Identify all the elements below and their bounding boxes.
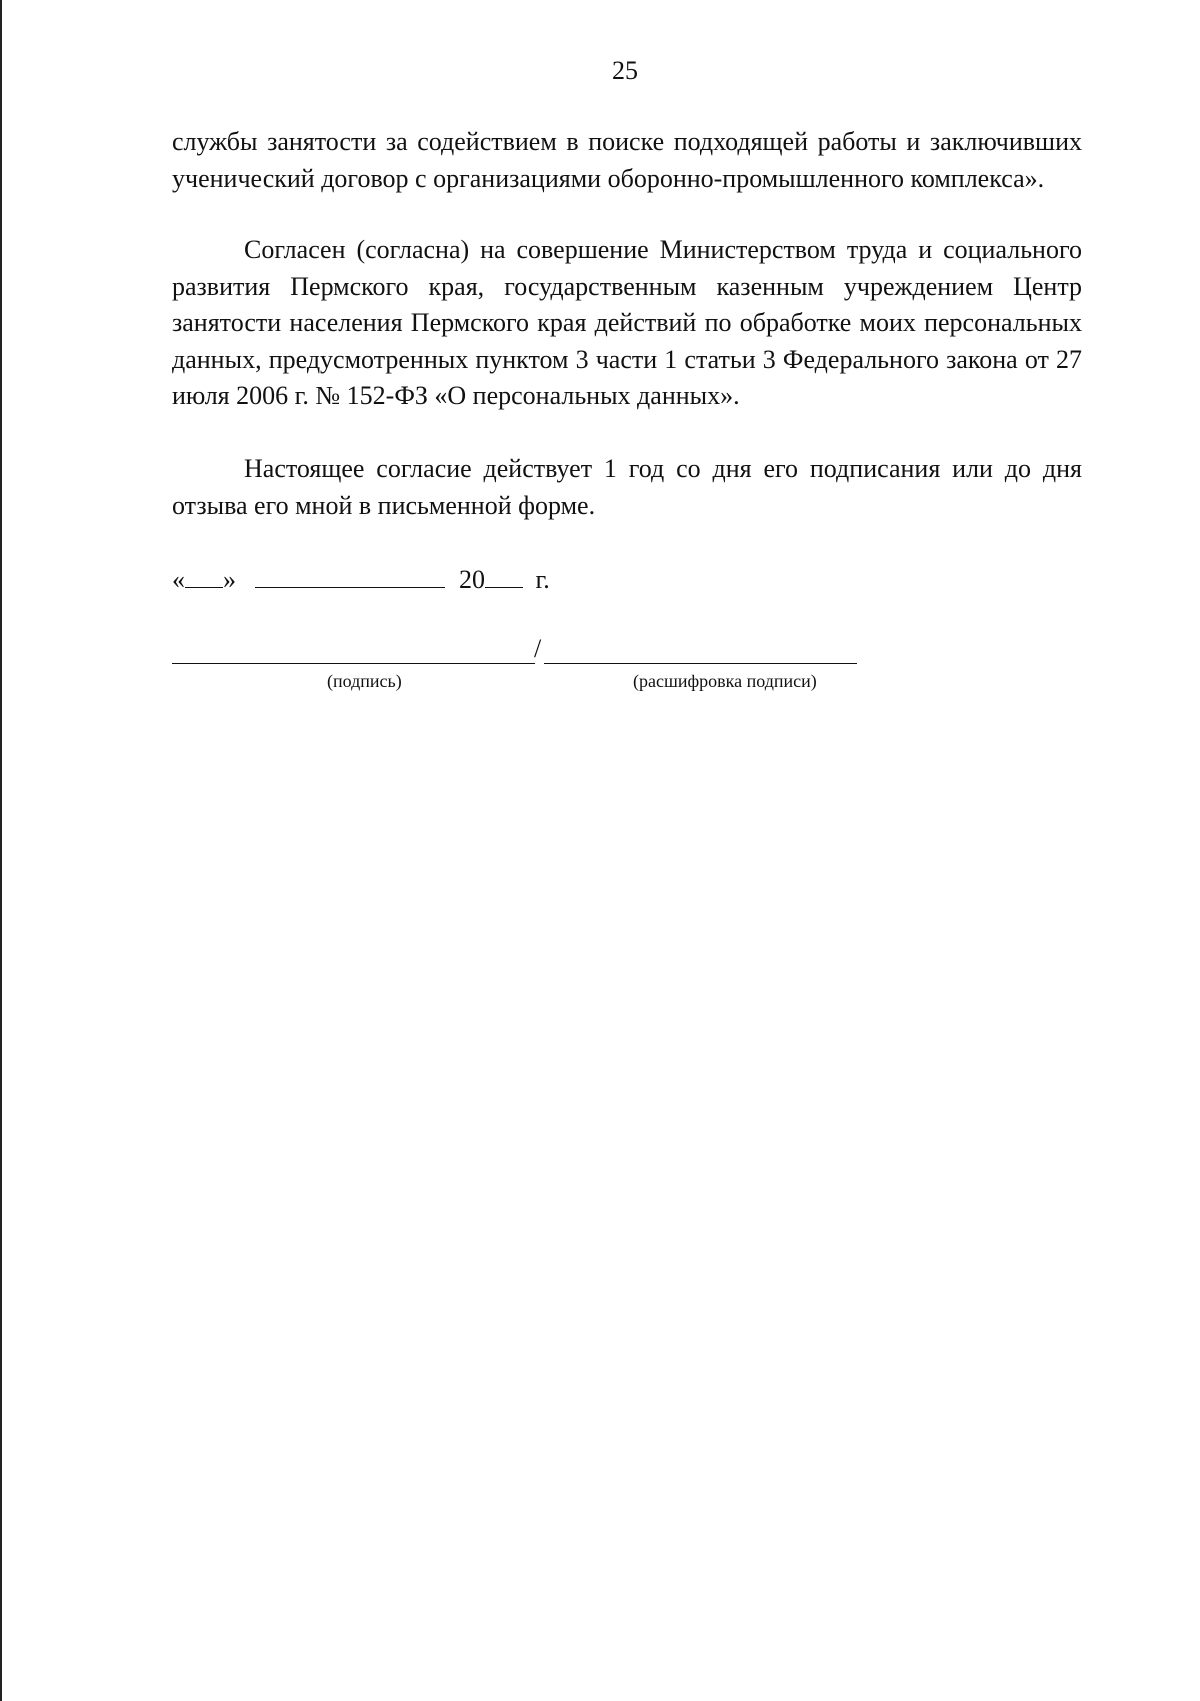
page-number: 25 — [612, 56, 638, 85]
signature-decoding-caption: (расшифровка подписи) — [633, 671, 817, 691]
scan-edge — [0, 0, 2, 1701]
year-blank[interactable] — [485, 563, 523, 588]
signature-decoding-field[interactable] — [544, 663, 857, 664]
signature-field[interactable] — [172, 663, 535, 664]
paragraph-validity — [172, 451, 1082, 524]
paragraph-text: Настоящее согласие действует 1 год со дня его подписания или до дня отзыва его мной в письменной форме. — [172, 454, 1082, 520]
date-close-quote: » — [223, 565, 236, 594]
paragraph-consent — [172, 232, 1082, 415]
year-suffix: г. — [535, 565, 550, 594]
paragraph-text: службы занятости за содействием в поиске подходящей работы и заключивших ученический договор с организациями оборонно-промышленного комплекса». — [172, 127, 1082, 193]
day-blank[interactable] — [185, 563, 223, 588]
date-open-quote: « — [172, 565, 185, 594]
paragraph-continuation — [172, 124, 1082, 197]
month-blank[interactable] — [255, 563, 445, 588]
signature-caption: (подпись) — [327, 671, 402, 691]
paragraph-text: Согласен (согласна) на совершение Министерством труда и социального развития Пермского края, государственным казенным учреждением Центр занятости населения Пермского края действий по обработке моих персональных данных, предусмотренных пунктом 3 части 1 статьи 3 Федерального закона от 27 июля 2006 г. № 152-ФЗ «О персональных данных». — [172, 235, 1082, 410]
signature-separator: / — [534, 634, 542, 663]
date-line — [172, 563, 550, 595]
year-prefix: 20 — [459, 565, 485, 594]
